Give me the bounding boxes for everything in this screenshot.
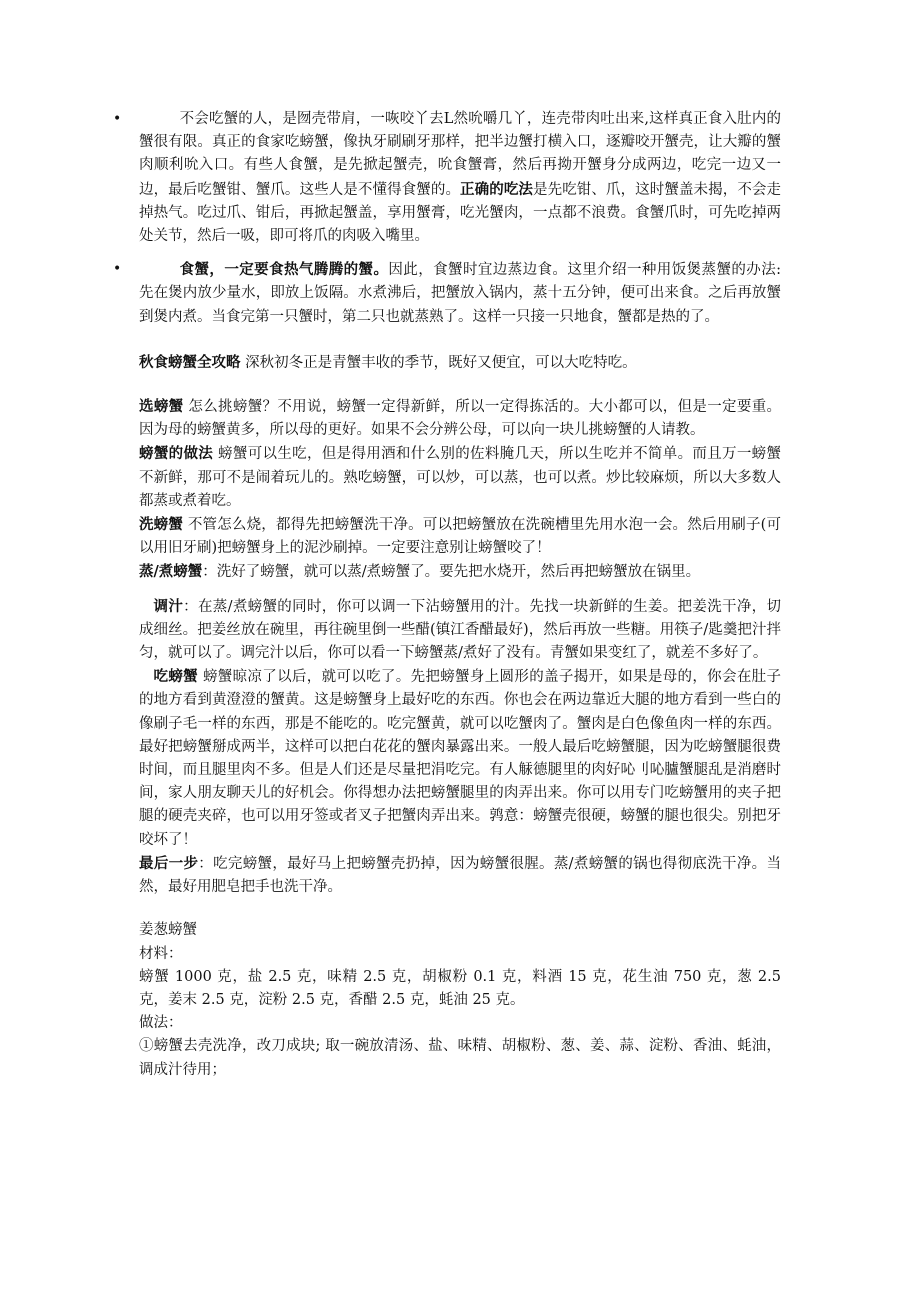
section-crab-methods [139,442,781,513]
paragraph-text: 怎么挑螃蟹？不用说，螃蟹一定得新鲜，所以一定得拣活的。大小都可以，但是一定要重。因为母的螃蟹黄多，所以母的更好。如果不会分辨公母，可以向一块儿挑螃蟹的人请教。 [139,399,782,439]
section-wash-crab [139,513,781,560]
paragraph-text: 螃蟹晾凉了以后，就可以吃了。先把螃蟹身上圆形的盖子揭开，如果是母的，你会在肚子的地方看到黄澄澄的蟹黄。这是螃蟹身上最好吃的东西。你也会在两边靠近大腿的地方看到一些白的像刷子毛一样的东西，那是不能吃的。吃完蟹黄，就可以吃蟹肉了。蟹肉是白色像鱼肉一样的东西。最好把螃蟹掰成两半，这样可以把白花花的蟹肉暴露出来。一般人最后吃螃蟹腿，因为吃螃蟹腿很费时间，而且腿里肉不多。但是人们还是尽量把涓吃完。有人觨德腿里的肉好吣刂吣臚蟹腿乱是消磨时间，家人朋友聊天儿的好机会。你得想办法把螃蟹腿里的肉弄出来。你可以用专门吃螃蟹用的夹子把腿的硬壳夹碎，也可以用牙签或者叉子把蟹肉弄出来。鹑意：螃蟹壳很硬，螃蟹的腿也很尖。别把牙咬坏了！ [139,669,782,848]
paragraph-text: 因此，食蟹时宜边蒸边食。这里介绍一种用饭煲蒸蟹的办法: 先在煲内放少量水，即放上饭隔。水煮沸后，把蟹放入锅内，蒸十五分钟，便可出来食。之后再放蟹到煲内煮。当食完第一只蟹时，第二只也就蒸熟了。这样一只接一只地食，蟹都是热的了。 [139,262,781,325]
bullet-marker: • [113,261,122,278]
paragraph-text: 不会吃蟹的人，是囫壳带肩，一咴咬丫去L然吮嚼几丫，连壳带肉吐出来,这样真正食入肚内的蟹很有限。真正的食家吃螃蟹，像执牙刷刷牙那样，把半边蟹打横入口，逐瓣咬开蟹壳，让大瓣的蟹肉顺利吮入口。有些人食蟹，是先掀起蟹壳，吮食蟹膏，然后再拗开蟹身分成两边，吃完一边又一边，最后吃蟹钳、蟹爪。这些人是不懂得食蟹的。 [139,111,781,198]
paragraph-text: ：洗好了螃蟹，就可以蒸/煮螃蟹了。要先把水烧开，然后再把螃蟹放在锅里。 [202,564,701,581]
paragraph-text: 螃蟹可以生吃，但是得用酒和什么别的佐料腌几天，所以生吃并不简单。而且万一螃蟹不新鲜，那可不是闹着玩儿的。熟吃螃蟹，可以炒，可以蒸，也可以煮。炒比较麻烦，所以大多数人都蒸或煮着吃。 [139,446,782,509]
method-label: 做法： [139,1015,183,1032]
section-heading: 最后一步 [139,854,199,872]
paragraph-text: ：在蒸/煮螃蟹的同时，你可以调一下沾螃蟹用的汁。先找一块新鲜的生姜。把姜洗干净，切成细丝。把姜丝放在碗里，再往碗里倒一些醋(镇江香醋最好)，然后再放一些糖。用筷子/匙羹把汁拌匀，就可以了。调完汁以后，你可以看一下螃蟹蒸/煮好了没有。青蟹如果变红了，就差不多好了。 [139,598,781,662]
intro-paragraph [139,351,781,375]
bullet-paragraph-eating-method [113,108,782,248]
section-heading: 洗螃蟹 [139,516,184,534]
bold-phrase: 正确的吃法 [460,180,534,198]
paragraph-text: 深秋初冬正是青蟹丰收的季节，既好又便宜，可以大吃特吃。 [240,354,637,371]
section-eat-crab [139,665,781,852]
bold-phrase: 食蟹，一定要食热气腾腾的蟹。 [179,261,389,279]
materials-label: 材料： [139,945,183,962]
section-heading: 秋食螃蟹全攻略 [139,353,241,371]
section-steam-crab [139,560,781,584]
section-heading: 调汁 [153,597,184,615]
section-select-crab [139,395,781,442]
document-body [113,108,782,1082]
section-sauce [139,595,781,666]
section-heading: 选螃蟹 [139,398,184,416]
section-final-step [139,852,781,899]
bullet-marker: • [113,111,122,127]
section-heading: 螃蟹的做法 [139,445,214,463]
bullet-paragraph-hot-crab [113,258,781,329]
method-step-1: ①螃蟹去壳洗净，改刀成块; 取一碗放清汤、盐、味精、胡椒粉、葱、姜、蒜、淀粉、香油、蚝油，调成汁待用； [139,1038,781,1078]
materials-list: 螃蟹 1000 克，盐 2.5 克，味精 2.5 克，胡椒粉 0.1 克，料酒 15 克，花生油 750 克，葱 2.5 克，姜末 2.5 克，淀粉 2.5 克，香醋 2.5 克，蚝油 25 克。 [139,968,781,1008]
section-heading: 蒸/煮螃蟹 [139,563,203,581]
paragraph-text: 不管怎么烧，都得先把螃蟹洗干净。可以把螃蟹放在洗碗槽里先用水泡一会。然后用刷子(可以用旧牙刷)把螃蟹身上的泥沙刷掉。一定要注意别让螃蟹咬了！ [139,517,781,557]
recipe-title: 姜葱螃蟹 [139,922,197,939]
paragraph-text: 是先吃钳、爪，这时蟹盖未揭，不会走掉热气。吃过爪、钳后，再掀起蟹盖，享用蟹膏，吃光蟹肉，一点都不浪费。食蟹爪时，可先吃掉两处关节，然后一吸，即可将爪的肉吸入嘴里。 [139,181,782,245]
paragraph-text: ：吃完螃蟹，最好马上把螃蟹壳扔掉，因为螃蟹很腥。蒸/煮螃蟹的锅也得彻底洗干净。当然，最好用肥皂把手也洗干净。 [139,855,781,896]
section-heading: 吃螃蟹 [153,668,198,686]
